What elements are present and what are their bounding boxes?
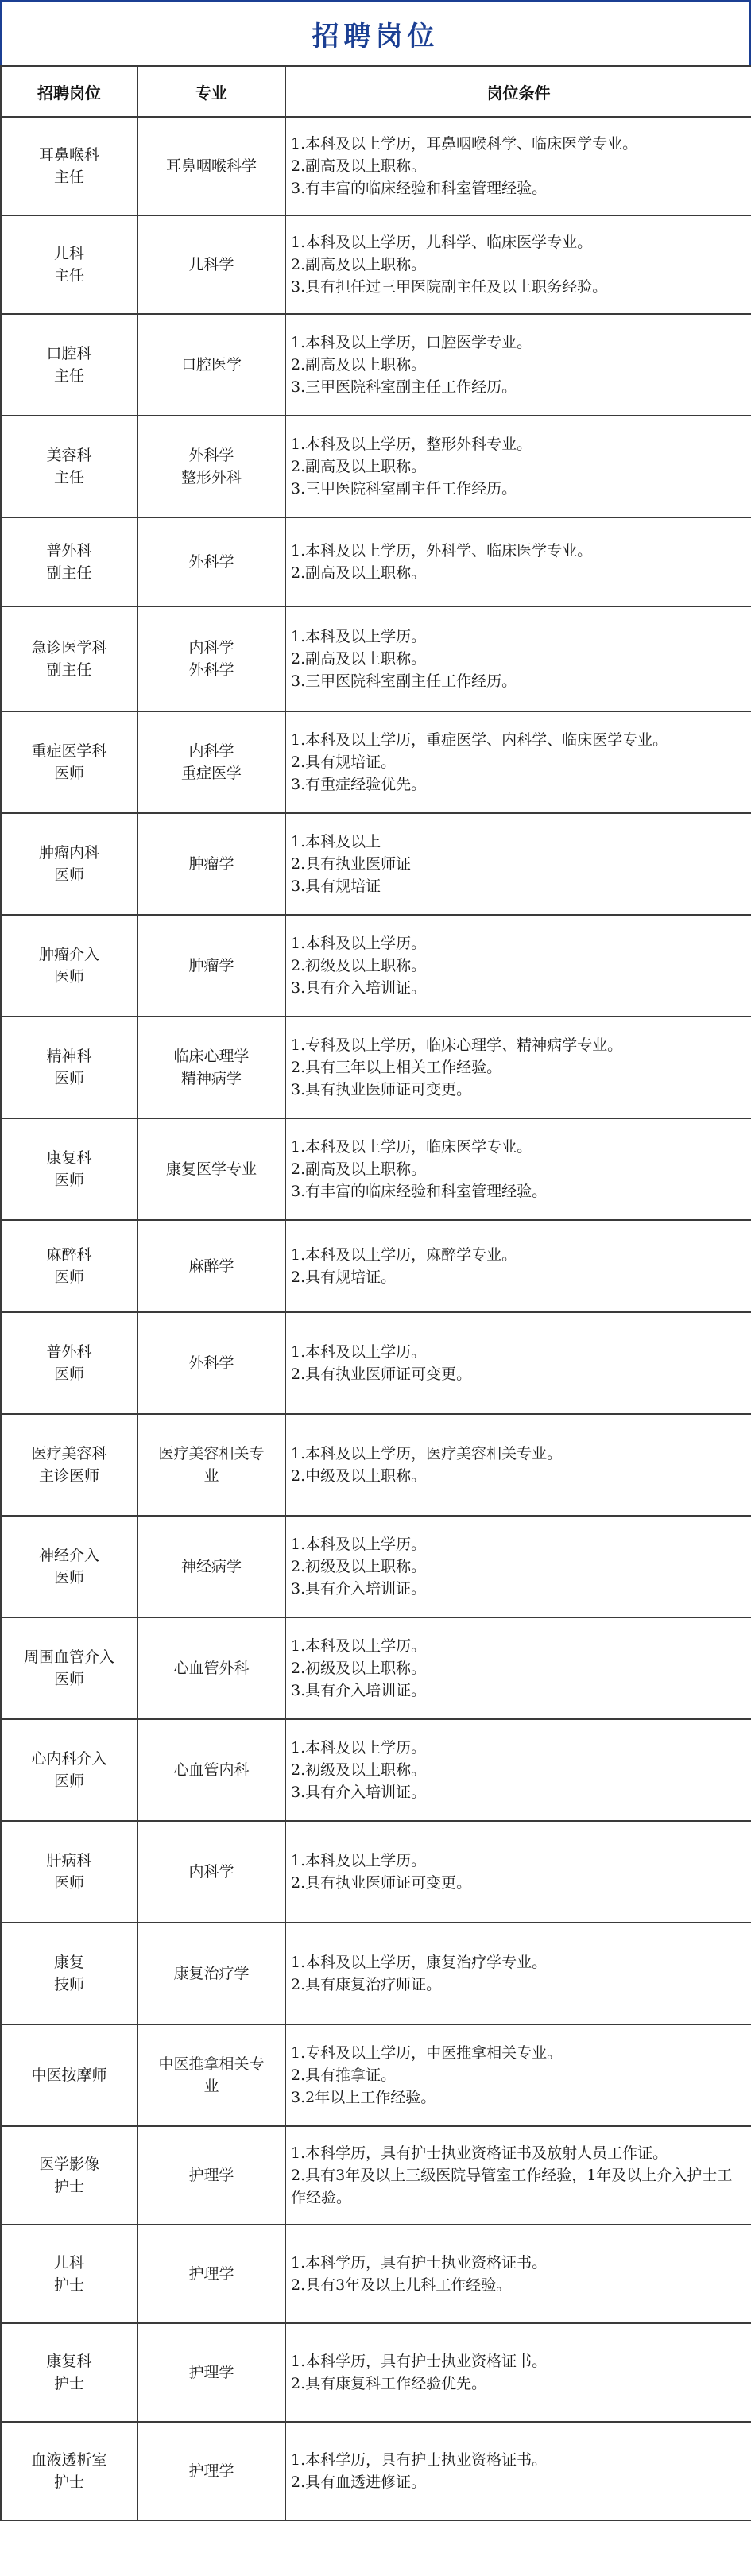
position-cell <box>1 1118 137 1220</box>
table-body <box>1 117 751 2520</box>
requirements-cell <box>285 915 751 1017</box>
position-cell-line: 儿科 <box>53 245 84 262</box>
requirements-cell <box>285 1017 751 1118</box>
position-cell-line: 康复 <box>53 1954 84 1971</box>
position-cell-line: 医师 <box>53 765 84 782</box>
position-cell-line: 护士 <box>53 2276 84 2294</box>
major-cell-line: 业 <box>203 2078 219 2095</box>
page-title-bar <box>0 0 751 65</box>
position-cell <box>1 1719 137 1821</box>
requirements-cell-line: 2.初级及以上职称。 <box>291 957 427 974</box>
position-cell-line: 肿瘤介入 <box>38 946 99 963</box>
header-requirements: 岗位条件 <box>285 66 751 117</box>
requirements-cell-line: 2.具有三年以上相关工作经验。 <box>291 1059 502 1076</box>
major-cell-line: 内科学 <box>188 742 234 760</box>
position-cell <box>1 1017 137 1118</box>
table-row <box>1 606 751 711</box>
position-cell-line: 医师 <box>53 968 84 986</box>
position-cell-line: 血液透析室 <box>31 2451 107 2469</box>
major-cell-line: 麻醉学 <box>188 1257 234 1275</box>
position-cell-line: 儿科 <box>53 2254 84 2272</box>
requirements-cell-line: 1.本科及以上学历。 <box>291 935 427 952</box>
position-cell <box>1 2024 137 2126</box>
table-row <box>1 314 751 416</box>
table-row <box>1 1719 751 1821</box>
requirements-cell-line: 2.具有执业医师证 <box>291 855 412 873</box>
position-cell-line: 医师 <box>53 866 84 884</box>
table-row <box>1 1414 751 1516</box>
requirements-cell-line: 2.初级及以上职称。 <box>291 1761 427 1779</box>
requirements-cell-line: 2.副高及以上职称。 <box>291 1160 427 1178</box>
header-major: 专业 <box>137 66 285 117</box>
requirements-cell-line: 1.本科学历，具有护士执业资格证书及放射人员工作证。 <box>291 2144 668 2162</box>
requirements-cell <box>285 416 751 517</box>
requirements-cell-line: 1.本科及以上学历，临床医学专业。 <box>291 1138 532 1156</box>
major-cell-line: 临床心理学 <box>173 1048 250 1065</box>
position-cell-line: 副主任 <box>46 564 92 582</box>
requirements-cell-line: 2.副高及以上职称。 <box>291 356 427 374</box>
major-cell-line: 肿瘤学 <box>188 855 234 873</box>
requirements-cell <box>285 711 751 813</box>
position-cell-line: 医师 <box>53 1070 84 1087</box>
requirements-cell-line: 2.副高及以上职称。 <box>291 650 427 668</box>
position-cell-line: 心内科介入 <box>31 1750 107 1768</box>
requirements-cell-line: 3.具有介入培训证。 <box>291 1580 427 1598</box>
major-cell <box>137 1312 285 1414</box>
major-cell-line: 护理学 <box>188 2462 234 2480</box>
requirements-cell-line: 1.本科学历，具有护士执业资格证书。 <box>291 2254 548 2272</box>
requirements-cell <box>285 1617 751 1719</box>
major-cell <box>137 1414 285 1516</box>
requirements-cell <box>285 813 751 915</box>
requirements-cell-line: 1.本科及以上学历。 <box>291 1343 427 1361</box>
requirements-cell-line: 3.有丰富的临床经验和科室管理经验。 <box>291 1183 548 1200</box>
major-cell <box>137 1923 285 2024</box>
requirements-cell-line: 2.具有康复治疗师证。 <box>291 1976 442 1993</box>
major-cell-line: 内科学 <box>188 1863 234 1881</box>
requirements-cell-line: 2.中级及以上职称。 <box>291 1467 427 1485</box>
major-cell <box>137 915 285 1017</box>
requirements-cell <box>285 1118 751 1220</box>
requirements-cell-line: 2.具有3年及以上三级医院导管室工作经验，1年及以上介入护士工作经验。 <box>291 2167 733 2206</box>
table-row <box>1 1617 751 1719</box>
major-cell-line: 耳鼻咽喉科学 <box>165 157 257 175</box>
requirements-cell-line: 3.有重症经验优先。 <box>291 776 427 793</box>
requirements-cell-line: 3.具有规培证 <box>291 877 381 895</box>
requirements-cell-line: 1.本科及以上 <box>291 833 381 850</box>
major-cell-line: 心血管内科 <box>173 1761 250 1779</box>
requirements-cell-line: 1.本科及以上学历，康复治疗学专业。 <box>291 1954 548 1971</box>
requirements-cell-line: 2.副高及以上职称。 <box>291 458 427 475</box>
requirements-cell <box>285 606 751 711</box>
table-row <box>1 416 751 517</box>
requirements-cell <box>285 2422 751 2520</box>
requirements-cell-line: 1.本科及以上学历。 <box>291 1637 427 1655</box>
major-cell-line: 精神病学 <box>180 1070 242 1087</box>
table-row <box>1 2225 751 2323</box>
major-cell-line: 护理学 <box>188 2265 234 2283</box>
position-cell <box>1 606 137 711</box>
requirements-cell-line: 3.三甲医院科室副主任工作经历。 <box>291 378 517 396</box>
requirements-cell-line: 3.具有介入培训证。 <box>291 979 427 997</box>
requirements-cell-line: 2.初级及以上职称。 <box>291 1558 427 1575</box>
table-row <box>1 2024 751 2126</box>
position-cell-line: 主诊医师 <box>38 1467 99 1485</box>
major-cell-line: 儿科学 <box>188 256 234 273</box>
major-cell-line: 重症医学 <box>180 765 242 782</box>
requirements-cell-line: 1.本科及以上学历，整形外科专业。 <box>291 436 532 453</box>
major-cell-line: 医疗美容相关专 <box>158 1445 265 1462</box>
requirements-cell-line: 3.有丰富的临床经验和科室管理经验。 <box>291 180 548 197</box>
position-cell-line: 康复科 <box>46 2353 92 2370</box>
table-row <box>1 915 751 1017</box>
table-row <box>1 1220 751 1312</box>
position-cell <box>1 915 137 1017</box>
position-cell <box>1 1617 137 1719</box>
requirements-cell-line: 1.本科学历，具有护士执业资格证书。 <box>291 2353 548 2370</box>
position-cell-line: 麻醉科 <box>46 1246 92 1264</box>
position-cell <box>1 2422 137 2520</box>
position-cell <box>1 1821 137 1923</box>
requirements-cell-line: 1.本科及以上学历，麻醉学专业。 <box>291 1246 517 1264</box>
major-cell <box>137 314 285 416</box>
requirements-cell-line: 1.本科及以上学历，儿科学、临床医学专业。 <box>291 234 593 251</box>
major-cell-line: 外科学 <box>188 553 234 571</box>
requirements-cell-line: 1.本科及以上学历，耳鼻咽喉科学、临床医学专业。 <box>291 135 638 153</box>
position-cell-line: 护士 <box>53 2178 84 2195</box>
requirements-cell <box>285 2024 751 2126</box>
position-cell-line: 主任 <box>53 367 84 385</box>
position-cell-line: 医师 <box>53 1671 84 1688</box>
requirements-cell <box>285 517 751 606</box>
position-cell-line: 医师 <box>53 1365 84 1383</box>
position-cell-line: 护士 <box>53 2375 84 2392</box>
requirements-cell-line: 3.三甲医院科室副主任工作经历。 <box>291 672 517 690</box>
requirements-cell-line: 2.具有执业医师证可变更。 <box>291 1365 472 1383</box>
requirements-cell-line: 1.本科及以上学历，重症医学、内科学、临床医学专业。 <box>291 731 668 749</box>
requirements-cell <box>285 1516 751 1617</box>
major-cell <box>137 1821 285 1923</box>
position-cell-line: 主任 <box>53 169 84 186</box>
position-cell <box>1 813 137 915</box>
position-cell <box>1 215 137 314</box>
requirements-cell-line: 1.本科及以上学历，医疗美容相关专业。 <box>291 1445 563 1462</box>
major-cell-line: 内科学 <box>188 639 234 657</box>
requirements-cell-line: 2.具有3年及以上儿科工作经验。 <box>291 2276 512 2294</box>
major-cell <box>137 711 285 813</box>
table-row <box>1 517 751 606</box>
requirements-cell <box>285 2225 751 2323</box>
position-cell-line: 口腔科 <box>46 345 92 362</box>
requirements-cell <box>285 2323 751 2422</box>
position-cell <box>1 1220 137 1312</box>
position-cell-line: 主任 <box>53 267 84 285</box>
position-cell-line: 副主任 <box>46 661 92 679</box>
requirements-cell-line: 2.具有推拿证。 <box>291 2067 397 2084</box>
major-cell-line: 康复医学专业 <box>165 1160 257 1178</box>
requirements-cell-line: 1.专科及以上学历，临床心理学、精神病学专业。 <box>291 1036 623 1054</box>
requirements-cell-line: 3.具有介入培训证。 <box>291 1784 427 1801</box>
table-row <box>1 1017 751 1118</box>
major-cell-line: 外科学 <box>188 661 234 679</box>
requirements-cell-line: 2.具有执业医师证可变更。 <box>291 1874 472 1892</box>
major-cell-line: 肿瘤学 <box>188 957 234 974</box>
position-cell-line: 肝病科 <box>46 1852 92 1869</box>
requirements-cell-line: 2.具有规培证。 <box>291 753 397 771</box>
position-cell-line: 急诊医学科 <box>31 639 107 657</box>
table-row <box>1 215 751 314</box>
position-cell-line: 医师 <box>53 1569 84 1586</box>
position-cell-line: 医学影像 <box>38 2156 99 2173</box>
requirements-cell <box>285 1719 751 1821</box>
position-cell <box>1 517 137 606</box>
requirements-cell-line: 1.本科及以上学历。 <box>291 1739 427 1757</box>
requirements-cell <box>285 1923 751 2024</box>
position-cell-line: 护士 <box>53 2473 84 2491</box>
major-cell-line: 业 <box>203 1467 219 1485</box>
major-cell <box>137 2422 285 2520</box>
position-cell-line: 中医按摩师 <box>31 2067 107 2084</box>
requirements-cell-line: 2.副高及以上职称。 <box>291 256 427 273</box>
position-cell-line: 医师 <box>53 1874 84 1892</box>
requirements-cell-line: 2.初级及以上职称。 <box>291 1660 427 1677</box>
position-cell <box>1 1923 137 2024</box>
requirements-cell-line: 1.本科及以上学历，外科学、临床医学专业。 <box>291 542 593 560</box>
table-row <box>1 711 751 813</box>
major-cell <box>137 813 285 915</box>
major-cell <box>137 1118 285 1220</box>
requirements-cell-line: 2.具有康复科工作经验优先。 <box>291 2375 487 2392</box>
major-cell-line: 康复治疗学 <box>173 1965 250 1982</box>
requirements-cell-line: 3.具有执业医师证可变更。 <box>291 1081 472 1098</box>
position-cell <box>1 1516 137 1617</box>
requirements-cell <box>285 215 751 314</box>
position-cell <box>1 117 137 215</box>
position-cell-line: 神经介入 <box>38 1547 99 1564</box>
position-cell-line: 康复科 <box>46 1149 92 1167</box>
major-cell <box>137 2126 285 2225</box>
position-cell-line: 医疗美容科 <box>31 1445 107 1462</box>
table-row <box>1 1312 751 1414</box>
requirements-cell-line: 1.本科及以上学历，口腔医学专业。 <box>291 334 532 351</box>
requirements-cell-line: 3.具有介入培训证。 <box>291 1682 427 1699</box>
major-cell-line: 中医推拿相关专 <box>158 2055 265 2073</box>
major-cell-line: 心血管外科 <box>173 1660 250 1677</box>
major-cell <box>137 2024 285 2126</box>
major-cell-line: 外科学 <box>188 1354 234 1372</box>
position-cell <box>1 1414 137 1516</box>
table-row <box>1 117 751 215</box>
page-title: 招聘岗位 <box>312 20 439 52</box>
major-cell <box>137 1719 285 1821</box>
table-row <box>1 1118 751 1220</box>
requirements-cell <box>285 117 751 215</box>
position-cell-line: 耳鼻喉科 <box>38 146 99 164</box>
position-cell <box>1 2126 137 2225</box>
position-cell-line: 周围血管介入 <box>23 1648 114 1666</box>
major-cell <box>137 215 285 314</box>
position-cell <box>1 2323 137 2422</box>
position-cell-line: 肿瘤内科 <box>38 844 99 862</box>
position-cell <box>1 2225 137 2323</box>
major-cell <box>137 2225 285 2323</box>
table-row <box>1 2126 751 2225</box>
recruitment-table <box>0 65 751 2521</box>
table-header-row <box>1 66 751 117</box>
position-cell-line: 美容科 <box>46 447 92 464</box>
table-row <box>1 1821 751 1923</box>
requirements-cell <box>285 1220 751 1312</box>
position-cell-line: 医师 <box>53 1172 84 1189</box>
major-cell <box>137 2323 285 2422</box>
major-cell <box>137 1220 285 1312</box>
major-cell <box>137 1017 285 1118</box>
major-cell-line: 神经病学 <box>180 1558 242 1575</box>
requirements-cell-line: 1.专科及以上学历，中医推拿相关专业。 <box>291 2044 563 2062</box>
major-cell <box>137 117 285 215</box>
position-cell-line: 技师 <box>53 1976 84 1993</box>
major-cell <box>137 416 285 517</box>
requirements-cell-line: 2.具有血透进修证。 <box>291 2473 427 2491</box>
position-cell <box>1 416 137 517</box>
position-cell-line: 医师 <box>53 1269 84 1286</box>
position-cell-line: 普外科 <box>46 1343 92 1361</box>
major-cell-line: 整形外科 <box>180 469 242 486</box>
requirements-cell <box>285 1821 751 1923</box>
requirements-cell-line: 3.具有担任过三甲医院副主任及以上职务经验。 <box>291 278 608 296</box>
position-cell <box>1 314 137 416</box>
table-row <box>1 813 751 915</box>
table-row <box>1 1516 751 1617</box>
requirements-cell-line: 1.本科及以上学历。 <box>291 628 427 645</box>
header-position: 招聘岗位 <box>1 66 137 117</box>
major-cell <box>137 1617 285 1719</box>
major-cell <box>137 517 285 606</box>
table-row <box>1 2323 751 2422</box>
position-cell <box>1 711 137 813</box>
major-cell-line: 口腔医学 <box>180 356 242 374</box>
position-cell-line: 精神科 <box>46 1048 92 1065</box>
position-cell-line: 主任 <box>53 469 84 486</box>
requirements-cell <box>285 1312 751 1414</box>
table-row <box>1 1923 751 2024</box>
major-cell <box>137 606 285 711</box>
requirements-cell-line: 2.副高及以上职称。 <box>291 564 427 582</box>
requirements-cell-line: 1.本科学历，具有护士执业资格证书。 <box>291 2451 548 2469</box>
requirements-cell-line: 3.三甲医院科室副主任工作经历。 <box>291 480 517 498</box>
position-cell-line: 医师 <box>53 1772 84 1790</box>
major-cell-line: 护理学 <box>188 2364 234 2381</box>
requirements-cell-line: 2.具有规培证。 <box>291 1269 397 1286</box>
requirements-cell <box>285 2126 751 2225</box>
position-cell-line: 普外科 <box>46 542 92 560</box>
position-cell-line: 重症医学科 <box>31 742 107 760</box>
requirements-cell-line: 1.本科及以上学历。 <box>291 1536 427 1553</box>
requirements-cell <box>285 1414 751 1516</box>
major-cell-line: 外科学 <box>188 447 234 464</box>
requirements-cell-line: 3.2年以上工作经验。 <box>291 2089 436 2106</box>
requirements-cell-line: 2.副高及以上职称。 <box>291 157 427 175</box>
position-cell <box>1 1312 137 1414</box>
requirements-cell-line: 1.本科及以上学历。 <box>291 1852 427 1869</box>
requirements-cell <box>285 314 751 416</box>
major-cell-line: 护理学 <box>188 2167 234 2184</box>
table-row <box>1 2422 751 2520</box>
major-cell <box>137 1516 285 1617</box>
